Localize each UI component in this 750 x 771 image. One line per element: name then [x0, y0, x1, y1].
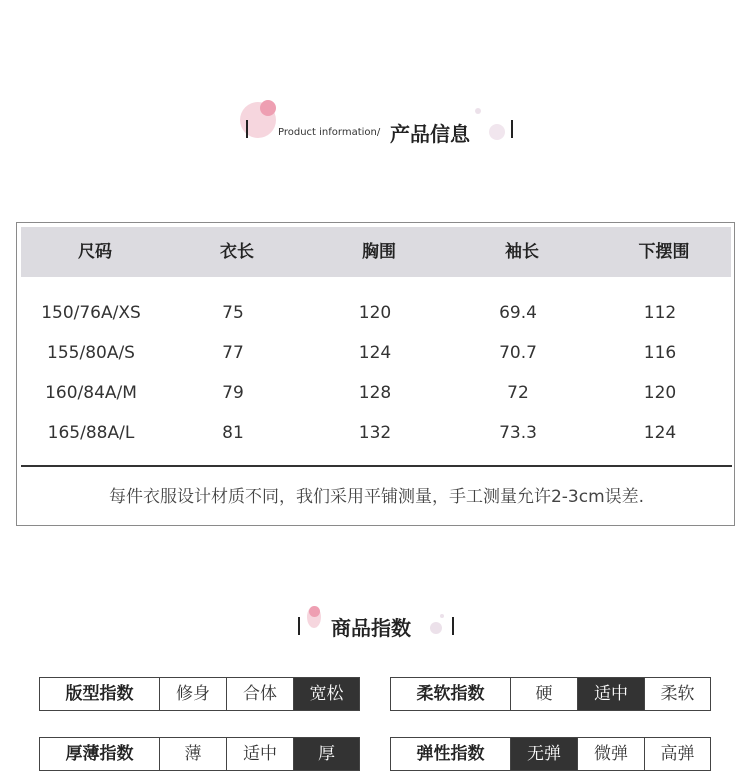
table-row: [17, 293, 736, 333]
table-cell: 155/80A/S: [47, 343, 135, 363]
thickness-index-scale: [39, 737, 360, 771]
scale-option: 高弹: [660, 744, 695, 764]
decor-dot-icon: [440, 614, 444, 618]
column-header: 下摆围: [638, 242, 690, 262]
decor-dot-icon: [489, 124, 505, 140]
table-cell: 75: [222, 303, 244, 323]
scale-label: 柔软指数: [391, 678, 511, 710]
decor-dot-icon: [475, 108, 481, 114]
product-info-header: [0, 96, 750, 156]
column-header: 衣长: [220, 242, 254, 262]
elasticity-index-scale: [390, 737, 711, 771]
column-header: 袖长: [505, 242, 539, 262]
divider: [452, 617, 454, 635]
scale-option: 合体: [227, 678, 294, 710]
table-row: [17, 413, 736, 453]
table-cell: 77: [222, 343, 244, 363]
product-index-header: [0, 600, 750, 650]
table-cell: 120: [358, 303, 392, 323]
table-cell: 112: [643, 303, 677, 323]
scale-label: 弹性指数: [391, 738, 511, 770]
divider: [246, 120, 248, 138]
table-cell: 132: [358, 423, 392, 443]
table-row: [17, 333, 736, 373]
table-cell: 69.4: [499, 303, 537, 323]
scale-option-selected: 宽松: [294, 678, 359, 710]
size-table: [16, 222, 735, 526]
table-cell: 81: [222, 423, 244, 443]
softness-index-scale: [390, 677, 711, 711]
table-cell: 160/84A/M: [45, 383, 137, 403]
scale-option-selected: 适中: [578, 678, 645, 710]
table-cell: 150/76A/XS: [41, 303, 141, 323]
column-header: 尺码: [78, 242, 112, 262]
table-cell: 120: [643, 383, 677, 403]
section-title: 商品指数: [331, 616, 411, 640]
divider: [298, 617, 300, 635]
table-cell: 79: [222, 383, 244, 403]
scale-option: 硬: [511, 678, 578, 710]
table-row: [17, 373, 736, 413]
column-header: 胸围: [362, 242, 396, 262]
scale-label: 版型指数: [40, 678, 160, 710]
table-cell: 73.3: [499, 423, 537, 443]
section-title-en: Product information/: [278, 127, 381, 138]
scale-option: 适中: [227, 738, 294, 770]
table-cell: 70.7: [499, 343, 537, 363]
decor-circle-icon: [309, 606, 320, 617]
scale-label: 厚薄指数: [40, 738, 160, 770]
scale-option-selected: 无弹: [511, 738, 578, 770]
decor-dot-icon: [430, 622, 442, 634]
scale-option-selected: 厚: [294, 738, 359, 770]
decor-circle-icon: [260, 100, 276, 116]
table-cell: 116: [643, 343, 677, 363]
scale-option: 微弹: [578, 738, 645, 770]
divider: [511, 120, 513, 138]
section-title: 产品信息: [390, 122, 470, 146]
fit-index-scale: [39, 677, 360, 711]
scale-option: 修身: [160, 678, 227, 710]
size-table-header: [21, 227, 731, 277]
table-cell: 124: [643, 423, 677, 443]
table-cell: 124: [358, 343, 392, 363]
divider: [21, 465, 732, 467]
table-cell: 165/88A/L: [47, 423, 135, 443]
table-cell: 72: [507, 383, 529, 403]
scale-option: 柔软: [660, 684, 695, 704]
table-cell: 128: [358, 383, 392, 403]
scale-option: 薄: [160, 738, 227, 770]
measurement-note: 每件衣服设计材质不同，我们采用平铺测量，手工测量允许2-3cm误差.: [108, 487, 645, 507]
